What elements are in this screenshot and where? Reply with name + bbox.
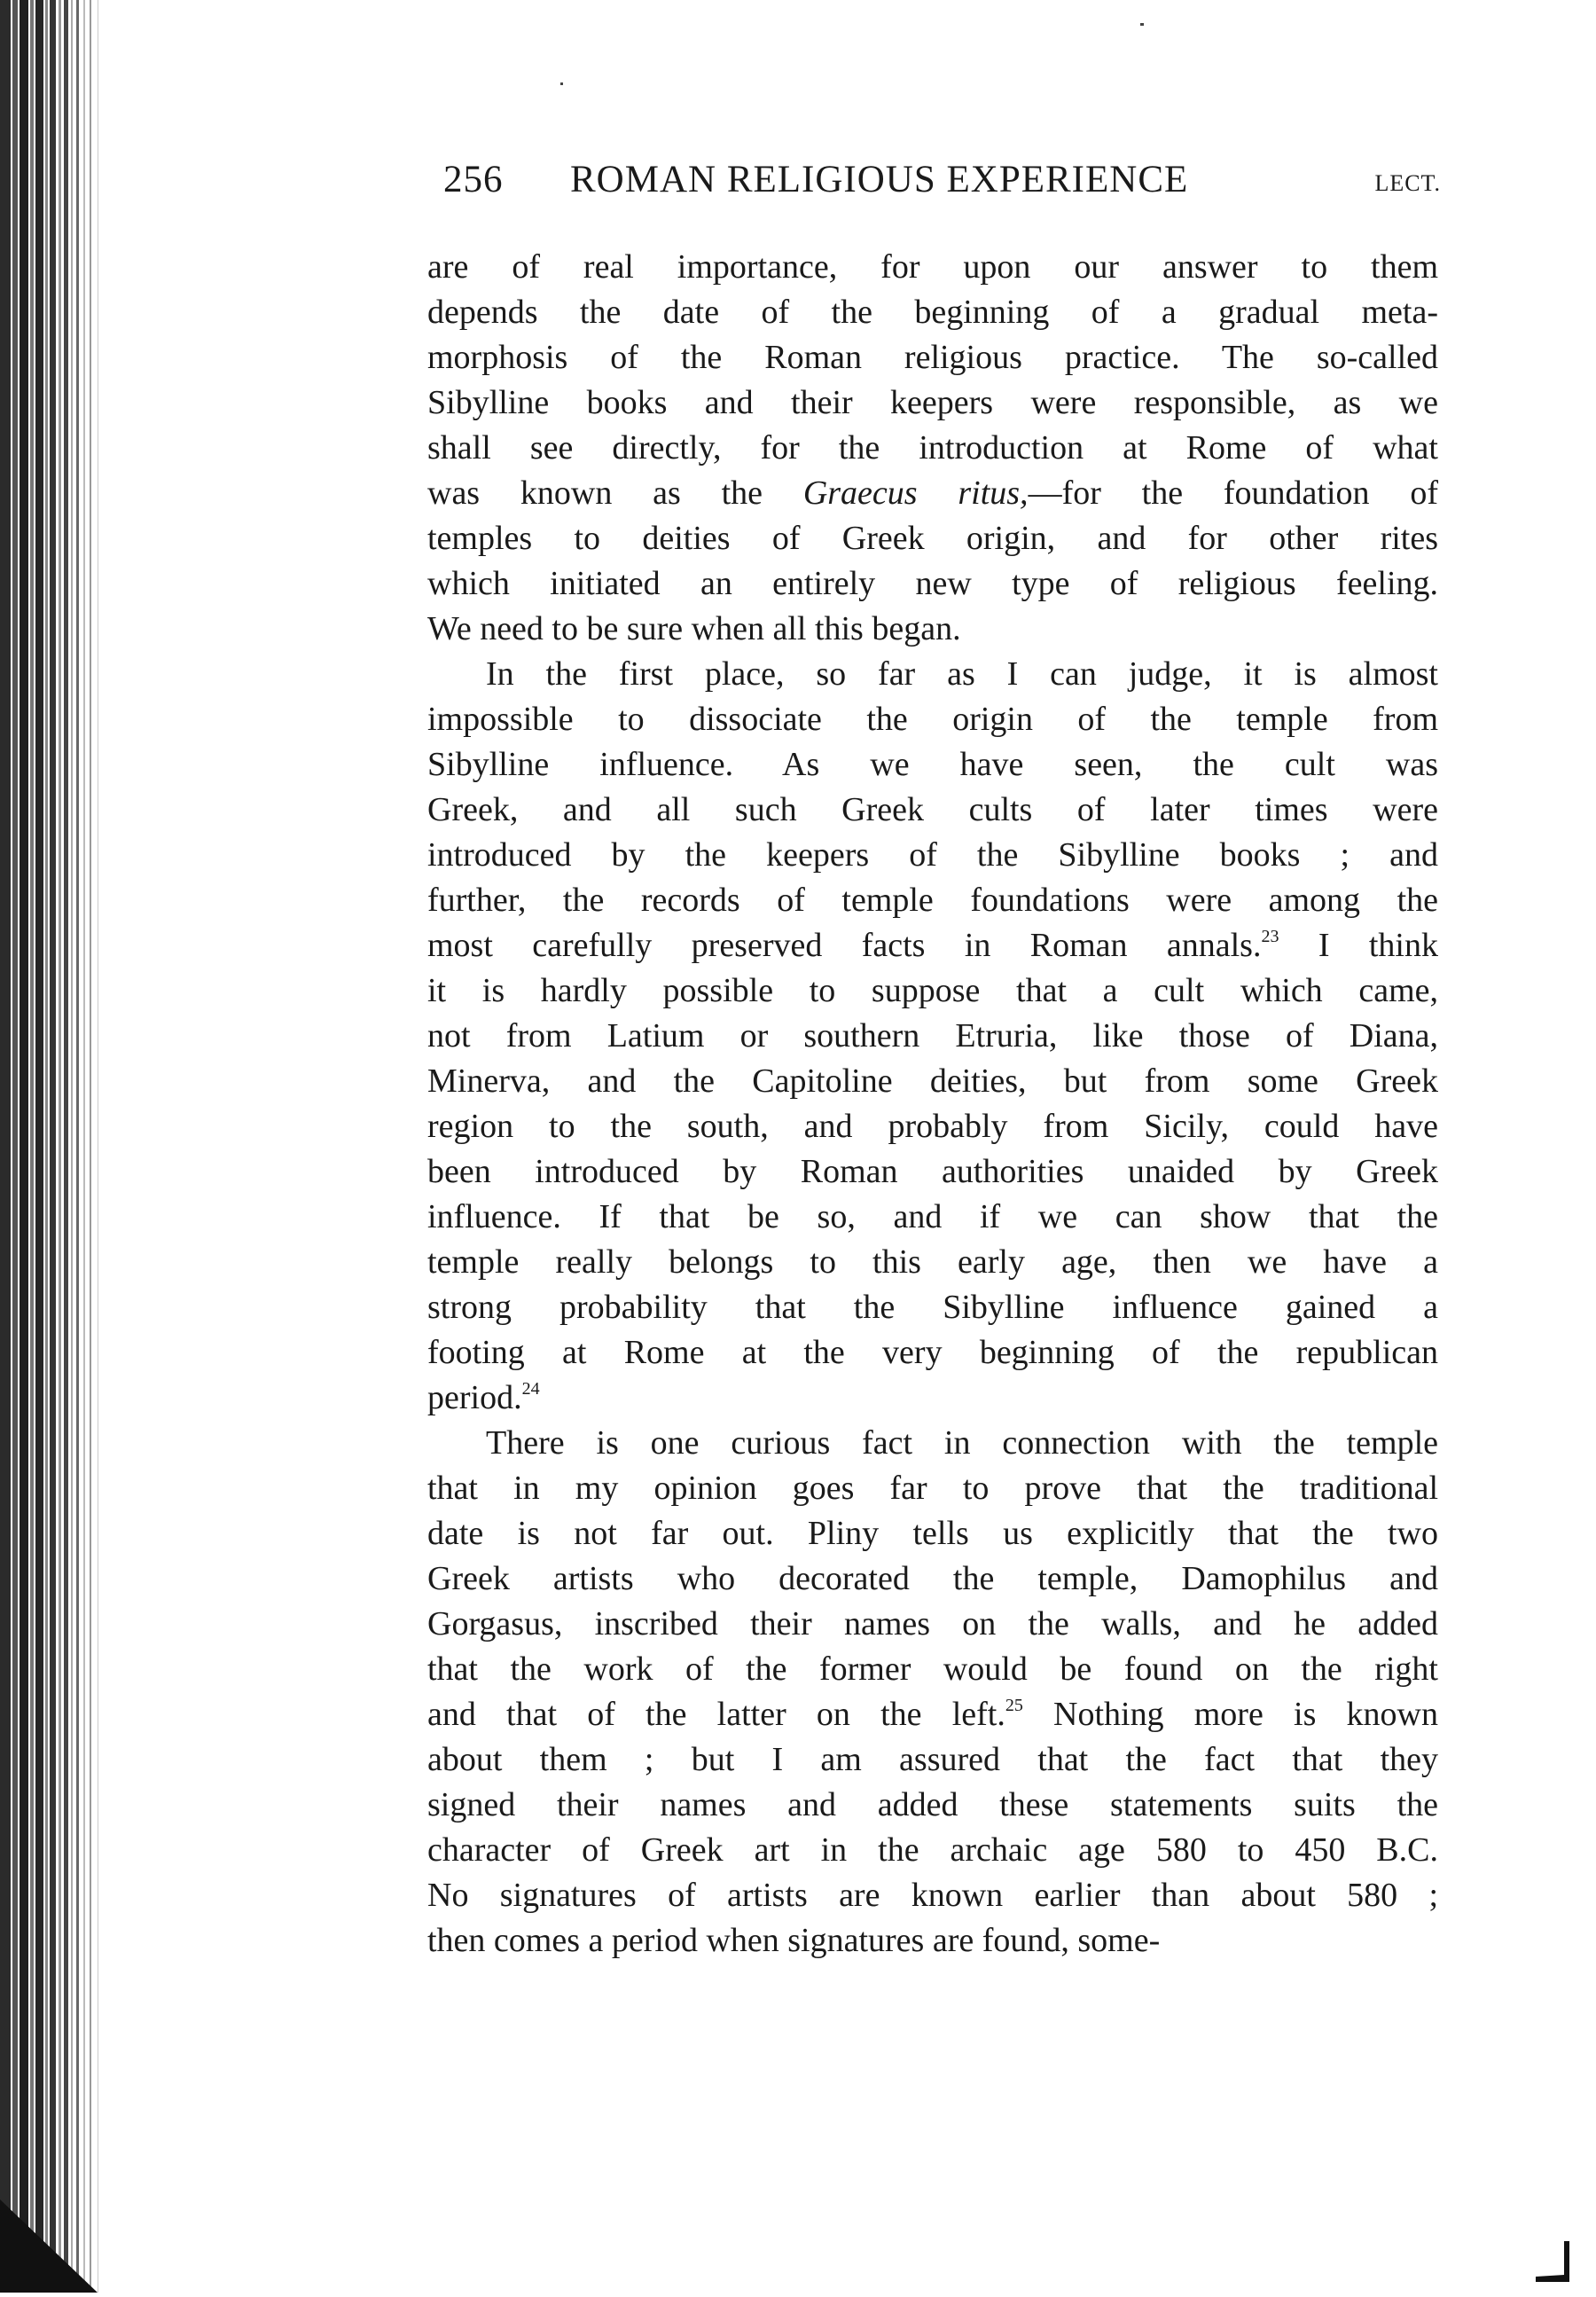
- text-segment: introduced by the keepers of the Sibylline books ; and: [427, 836, 1438, 874]
- corner-mark-graphic: [1534, 2239, 1578, 2284]
- text-line: [427, 1873, 1438, 1918]
- italic-phrase: Graecus ritus,: [802, 474, 1029, 512]
- footnote-reference: 24: [521, 1379, 540, 1399]
- text-line: [427, 1828, 1438, 1873]
- text-line: [427, 245, 1438, 290]
- text-segment: morphosis of the Roman religious practice. The so-called: [427, 339, 1438, 376]
- text-segment: further, the records of temple foundations were among the: [427, 882, 1438, 919]
- text-line: [427, 1421, 1438, 1466]
- text-segment: then comes a period when signatures are found, some-: [427, 1922, 1161, 1959]
- text-segment: There is one curious fact in connection with the temple: [486, 1424, 1438, 1462]
- text-line: [427, 471, 1438, 516]
- text-segment: I think: [1279, 927, 1438, 964]
- text-line: [427, 1014, 1438, 1059]
- text-line: [427, 1240, 1438, 1285]
- text-segment: was known as the: [427, 474, 803, 512]
- text-segment: depends the date of the beginning of a gradual meta-: [427, 294, 1438, 331]
- text-segment: Greek artists who decorated the temple, Damophilus and: [427, 1560, 1438, 1597]
- text-segment: footing at Rome at the very beginning of the republican: [427, 1334, 1438, 1371]
- page-number: 256: [443, 159, 504, 200]
- text-segment: No signatures of artists are known earlier than about 580 ;: [427, 1877, 1438, 1914]
- text-segment: influence. If that be so, and if we can show that the: [427, 1198, 1438, 1235]
- text-segment: temples to deities of Greek origin, and for other rites: [427, 520, 1438, 557]
- text-line: [427, 1149, 1438, 1195]
- binding-edge-graphic: [0, 0, 115, 2293]
- text-segment: Greek, and all such Greek cults of later times were: [427, 791, 1438, 828]
- text-segment: which initiated an entirely new type of religious feeling.: [427, 565, 1438, 602]
- text-segment: not from Latium or southern Etruria, like those of Diana,: [427, 1017, 1438, 1054]
- text-segment: impossible to dissociate the origin of the temple from: [427, 701, 1438, 738]
- text-line: [427, 561, 1438, 607]
- text-segment: Gorgasus, inscribed their names on the walls, and he added: [427, 1605, 1438, 1642]
- text-line: [427, 290, 1438, 335]
- text-line: [427, 607, 1438, 652]
- text-segment: In the first place, so far as I can judge, it is almost: [486, 655, 1438, 693]
- text-segment: most carefully preserved facts in Roman annals.: [427, 927, 1262, 964]
- footnote-reference: 25: [1005, 1696, 1023, 1715]
- text-segment: Nothing more is known: [1022, 1696, 1438, 1733]
- text-line: [427, 1918, 1438, 1964]
- text-line: [427, 923, 1438, 968]
- text-line: [427, 380, 1438, 426]
- text-line: [427, 1376, 1438, 1421]
- text-line: [427, 426, 1438, 471]
- text-line: [427, 697, 1438, 742]
- text-segment: signed their names and added these statements suits the: [427, 1786, 1438, 1823]
- text-line: [427, 1556, 1438, 1602]
- text-segment: that the work of the former would be found on the right: [427, 1650, 1438, 1688]
- text-segment: it is hardly possible to suppose that a cult which came,: [427, 972, 1438, 1009]
- text-segment: Sibylline books and their keepers were responsible, as we: [427, 384, 1438, 421]
- text-line: [427, 878, 1438, 923]
- text-segment: been introduced by Roman authorities unaided by Greek: [427, 1153, 1438, 1190]
- text-line: [427, 833, 1438, 878]
- stray-mark: [560, 82, 563, 85]
- text-segment: Minerva, and the Capitoline deities, but from some Greek: [427, 1062, 1438, 1100]
- text-segment: Sibylline influence. As we have seen, the cult was: [427, 746, 1438, 783]
- text-segment: date is not far out. Pliny tells us explicitly that the two: [427, 1515, 1438, 1552]
- text-segment: about them ; but I am assured that the fact that they: [427, 1741, 1438, 1778]
- text-segment: We need to be sure when all this began.: [427, 610, 961, 647]
- text-segment: shall see directly, for the introduction at Rome of what: [427, 429, 1438, 466]
- text-line: [427, 516, 1438, 561]
- text-segment: —for the foundation of: [1028, 474, 1438, 512]
- text-line: [427, 1466, 1438, 1511]
- text-line: [427, 1783, 1438, 1828]
- text-segment: strong probability that the Sibylline influence gained a: [427, 1289, 1438, 1326]
- text-segment: region to the south, and probably from Sicily, could have: [427, 1108, 1438, 1145]
- corner-fold-mark: [1534, 2239, 1578, 2284]
- text-line: [427, 1285, 1438, 1330]
- text-segment: character of Greek art in the archaic age 580 to 450 B.C.: [427, 1831, 1438, 1869]
- text-segment: temple really belongs to this early age, then we have a: [427, 1243, 1438, 1281]
- text-line: [427, 1692, 1438, 1737]
- text-line: [427, 1195, 1438, 1240]
- binding-gutter: [0, 0, 115, 2293]
- text-line: [427, 652, 1438, 697]
- text-line: [427, 335, 1438, 380]
- footnote-reference: 23: [1261, 927, 1279, 946]
- text-line: [427, 968, 1438, 1014]
- text-line: [427, 1059, 1438, 1104]
- text-line: [427, 1602, 1438, 1647]
- text-segment: that in my opinion goes far to prove that the traditional: [427, 1470, 1438, 1507]
- lecture-abbreviation: LECT.: [1374, 170, 1441, 196]
- stray-mark: [1140, 23, 1144, 26]
- text-line: [427, 1330, 1438, 1376]
- text-line: [427, 1647, 1438, 1692]
- text-segment: period.: [427, 1379, 522, 1416]
- running-header: [443, 158, 1441, 211]
- text-line: [427, 1737, 1438, 1783]
- text-segment: are of real importance, for upon our answer to them: [427, 248, 1438, 286]
- text-line: [427, 742, 1438, 788]
- text-segment: and that of the latter on the left.: [427, 1696, 1005, 1733]
- body-text: [427, 245, 1438, 1964]
- text-line: [427, 1104, 1438, 1149]
- running-title: ROMAN RELIGIOUS EXPERIENCE: [570, 159, 1189, 200]
- text-line: [427, 788, 1438, 833]
- text-line: [427, 1511, 1438, 1556]
